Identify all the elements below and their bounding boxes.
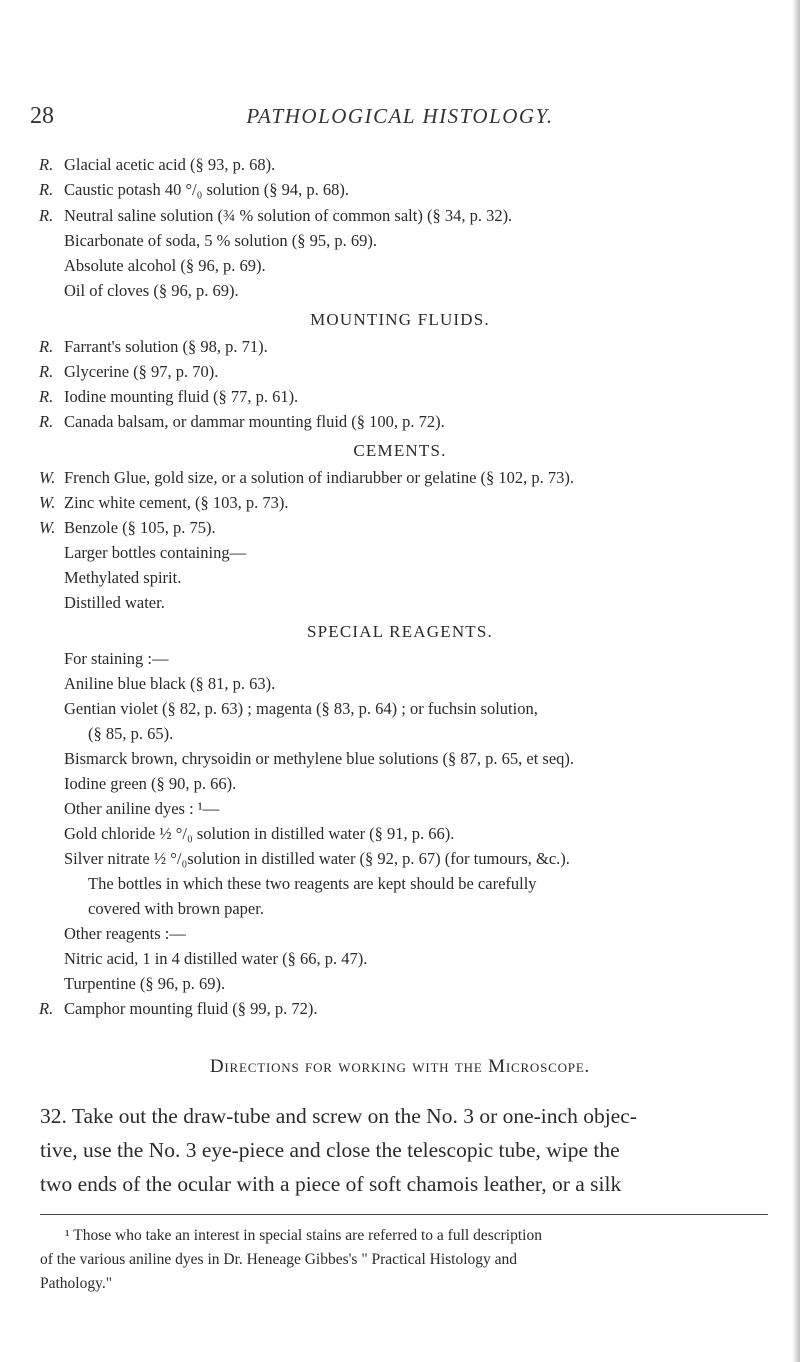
- page-number: 28: [30, 103, 54, 129]
- reagent-mark: R.: [39, 999, 54, 1018]
- special-text: Camphor mounting fluid (§ 99, p. 72).: [64, 999, 318, 1018]
- special-line: Aniline blue black (§ 81, p. 63).: [64, 674, 276, 693]
- reagent-mark: R.: [39, 337, 54, 356]
- reagent-mark: R.: [39, 180, 54, 199]
- cement-text: French Glue, gold size, or a solution of indiarubber or gelatine (§ 102, p. 73).: [64, 468, 575, 487]
- mounting-text: Canada balsam, or dammar mounting fluid (§ 100, p. 72).: [64, 412, 445, 431]
- special-line: Gold chloride ½ °/₀ solution in distilled water (§ 91, p. 66).: [64, 824, 455, 843]
- section-heading-directions: Directions for working with the Microscope.: [209, 1056, 591, 1077]
- footnote-line: ¹ Those who take an interest in special stains are referred to a full description: [65, 1227, 542, 1244]
- page-header: [0, 103, 800, 133]
- reagent-text: Glacial acetic acid (§ 93, p. 68).: [64, 155, 276, 174]
- reagent-mark: R.: [39, 412, 54, 431]
- cement-text: Benzole (§ 105, p. 75).: [64, 518, 216, 537]
- mounting-text: Farrant's solution (§ 98, p. 71).: [64, 337, 268, 356]
- special-line: (§ 85, p. 65).: [88, 724, 174, 743]
- reagent-text: Absolute alcohol (§ 96, p. 69).: [64, 256, 266, 275]
- special-line: Iodine green (§ 90, p. 66).: [64, 774, 237, 793]
- reagent-text: Caustic potash 40 °/₀ solution (§ 94, p. 68).: [64, 180, 350, 199]
- special-line: The bottles in which these two reagents are kept should be carefully: [88, 874, 537, 893]
- reagent-mark: R.: [39, 206, 54, 225]
- special-line: covered with brown paper.: [88, 899, 264, 918]
- section-heading-special: SPECIAL REAGENTS.: [306, 622, 493, 641]
- cement-text: Zinc white cement, (§ 103, p. 73).: [64, 493, 289, 512]
- mounting-text: Iodine mounting fluid (§ 77, p. 61).: [64, 387, 299, 406]
- special-line: Other reagents :—: [64, 924, 186, 943]
- reagent-mark: R.: [39, 387, 54, 406]
- reagent-mark: W.: [39, 518, 56, 537]
- cement-text: Methylated spirit.: [64, 568, 182, 587]
- footnote-line: Pathology.": [40, 1275, 113, 1292]
- footnote-rule: [40, 1214, 768, 1215]
- cement-text: Distilled water.: [64, 593, 165, 612]
- special-line: For staining :—: [64, 649, 169, 668]
- footnote-line: of the various aniline dyes in Dr. Heneage Gibbes's " Practical Histology and: [40, 1251, 518, 1268]
- cement-text: Larger bottles containing—: [64, 543, 247, 562]
- section-heading-cements: CEMENTS.: [353, 441, 447, 460]
- reagent-mark: R.: [39, 362, 54, 381]
- special-line: Bismarck brown, chrysoidin or methylene blue solutions (§ 87, p. 65, et seq).: [64, 749, 575, 768]
- special-line: Gentian violet (§ 82, p. 63) ; magenta (§ 83, p. 64) ; or fuchsin solution,: [64, 699, 538, 718]
- special-line: Turpentine (§ 96, p. 69).: [64, 974, 226, 993]
- directions-line: tive, use the No. 3 eye-piece and close the telescopic tube, wipe the: [40, 1138, 620, 1162]
- special-line: Silver nitrate ½ °/₀solution in distilled water (§ 92, p. 67) (for tumours, &c.).: [64, 849, 570, 868]
- special-line: Other aniline dyes : ¹—: [64, 799, 220, 818]
- special-line: Nitric acid, 1 in 4 distilled water (§ 66, p. 47).: [64, 949, 368, 968]
- mounting-text: Glycerine (§ 97, p. 70).: [64, 362, 219, 381]
- reagent-mark: W.: [39, 493, 56, 512]
- page-edge-shadow: [792, 0, 800, 1362]
- section-heading-mounting: MOUNTING FLUIDS.: [310, 310, 490, 329]
- reagent-mark: W.: [39, 468, 56, 487]
- reagent-text: Oil of cloves (§ 96, p. 69).: [64, 281, 239, 300]
- directions-line: two ends of the ocular with a piece of soft chamois leather, or a silk: [40, 1172, 622, 1196]
- reagent-mark: R.: [39, 155, 54, 174]
- reagent-text: Neutral saline solution (¾ % solution of common salt) (§ 34, p. 32).: [64, 206, 513, 225]
- reagent-text: Bicarbonate of soda, 5 % solution (§ 95, p. 69).: [64, 231, 377, 250]
- directions-line: 32. Take out the draw-tube and screw on the No. 3 or one-inch objec-: [40, 1104, 637, 1128]
- running-title: PATHOLOGICAL HISTOLOGY.: [246, 104, 554, 128]
